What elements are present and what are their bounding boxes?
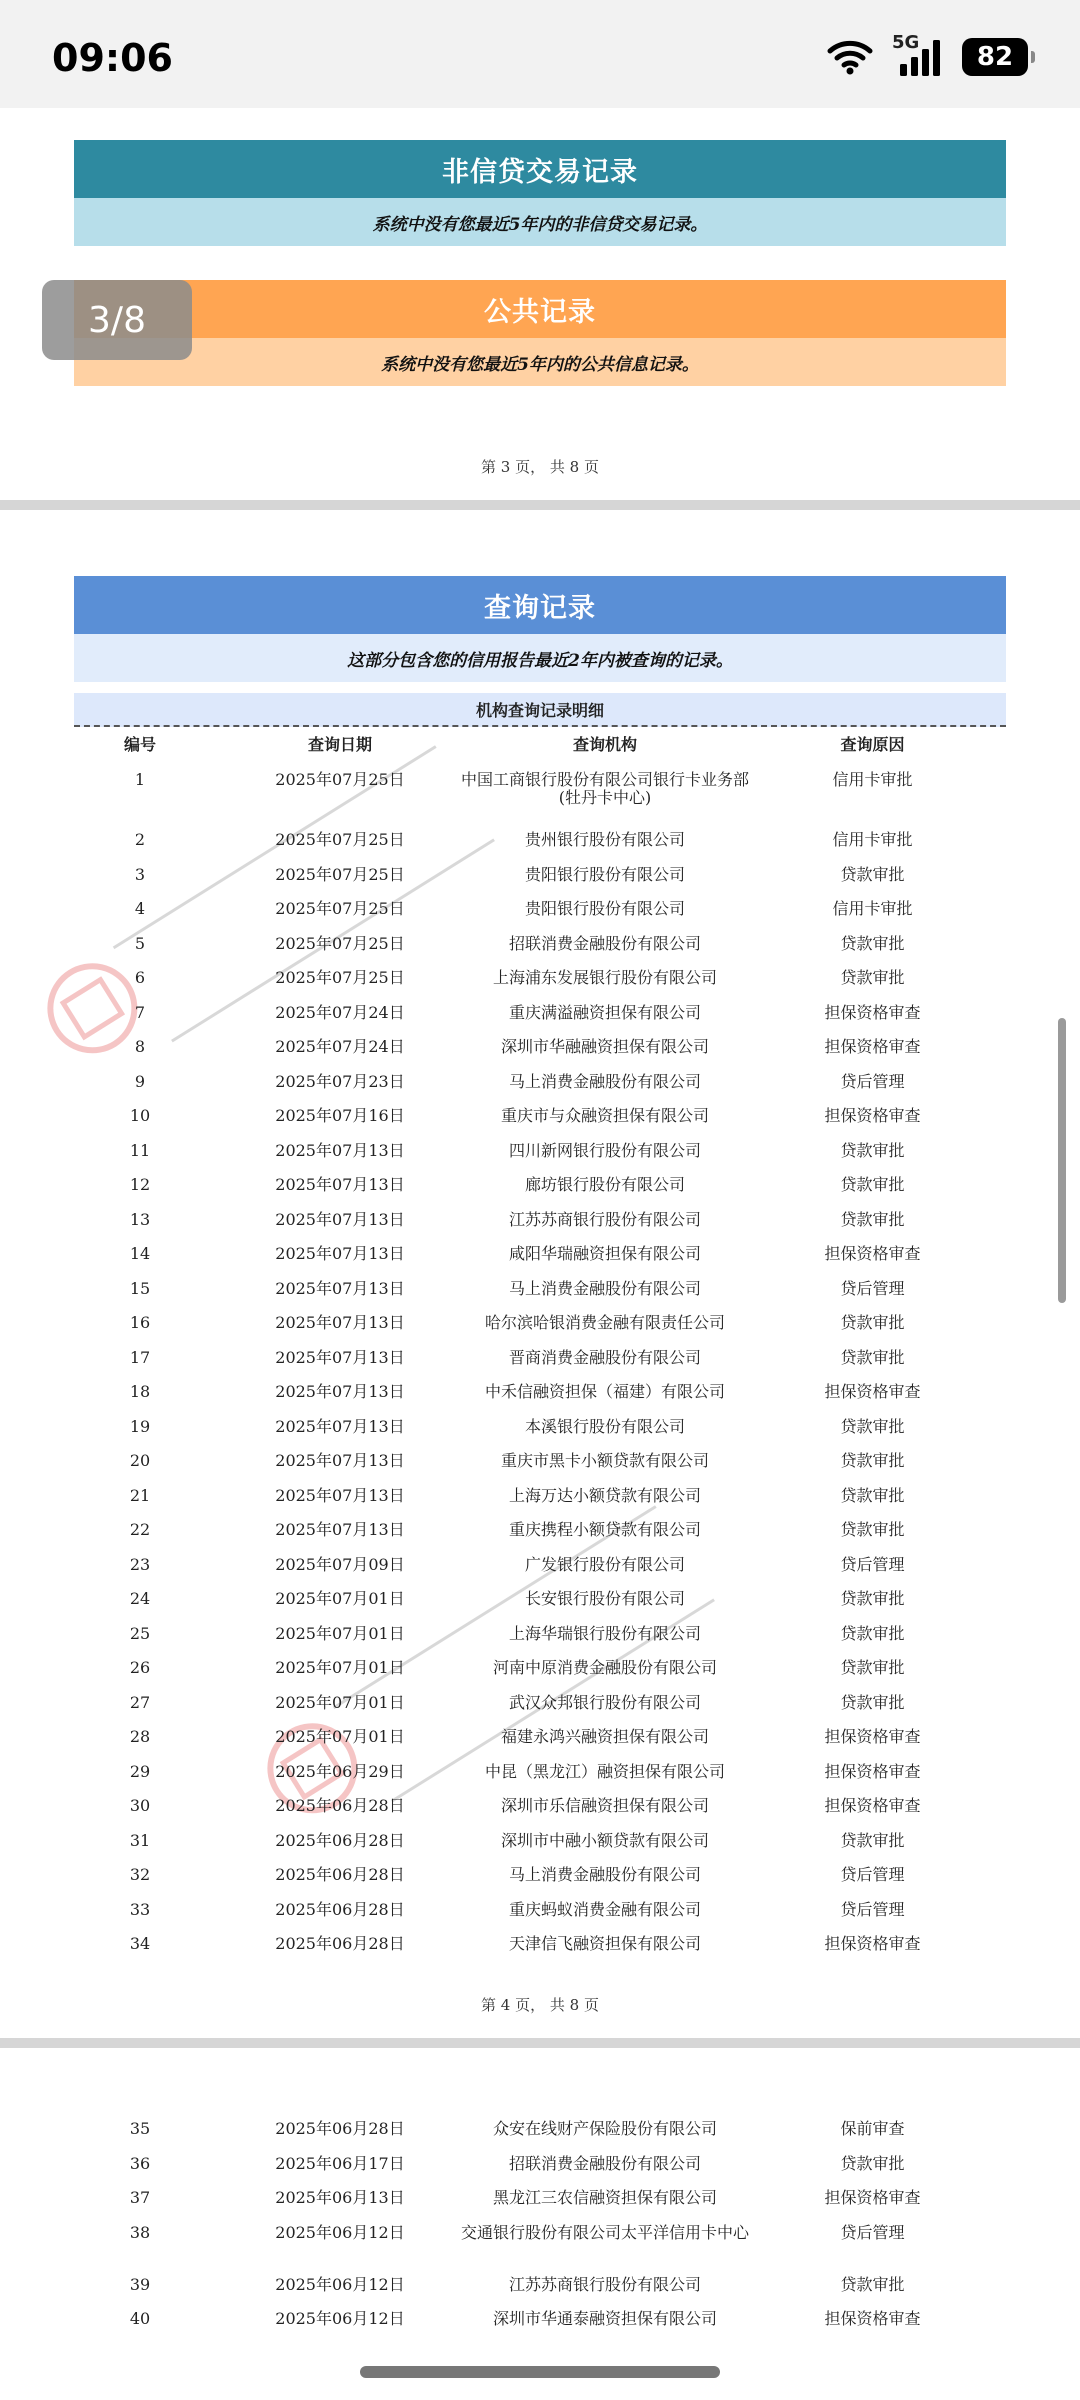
row-institution: 福建永鸿兴融资担保有限公司 [500, 1727, 709, 1746]
row-institution: 马上消费金融股份有限公司 [508, 1071, 701, 1091]
row-institution: 中昆（黑龙江）融资担保有限公司 [484, 1761, 725, 1781]
row-number: 35 [129, 2119, 151, 2138]
row-number: 36 [129, 2153, 151, 2173]
inquiry-table-title-text: 机构查询记录明细 [475, 700, 604, 720]
row-reason: 贷后管理 [840, 1071, 905, 1091]
row-number: 32 [129, 1865, 151, 1884]
row-institution: 中国工商银行股份有限公司银行卡业务部(牡丹卡中心) [460, 770, 749, 807]
row-institution: 长安银行股份有限公司 [524, 1589, 685, 1608]
row-reason: 贷后管理 [840, 1278, 905, 1298]
row-reason: 贷款审批 [840, 1830, 905, 1850]
row-reason: 担保资格审查 [824, 1037, 921, 1056]
row-number: 12 [129, 1175, 151, 1194]
row-date: 2025年07月25日 [275, 830, 405, 849]
row-date: 2025年07月13日 [275, 1347, 405, 1367]
header-institution: 查询机构 [572, 735, 637, 754]
row-reason: 贷款审批 [840, 1209, 905, 1229]
status-icons [826, 32, 1028, 76]
row-institution: 四川新网银行股份有限公司 [508, 1140, 701, 1160]
row-date: 2025年07月23日 [275, 1071, 405, 1091]
row-date: 2025年07月09日 [275, 1554, 405, 1574]
row-date: 2025年06月12日 [275, 2309, 405, 2328]
row-number: 34 [129, 1934, 151, 1953]
row-reason: 担保资格审查 [824, 1244, 921, 1263]
non-credit-title: 非信贷交易记录 [442, 156, 638, 188]
row-date: 2025年07月13日 [275, 1140, 405, 1160]
row-date: 2025年07月13日 [275, 1485, 405, 1505]
row-date: 2025年06月28日 [275, 1899, 405, 1919]
row-date: 2025年07月13日 [275, 1209, 405, 1229]
row-reason: 担保资格审查 [824, 1106, 921, 1125]
row-reason: 贷后管理 [840, 1865, 905, 1884]
row-number: 26 [129, 1658, 151, 1677]
row-institution: 晋商消费金融股份有限公司 [508, 1347, 701, 1367]
row-number: 37 [129, 2188, 151, 2207]
row-reason: 贷款审批 [840, 2274, 905, 2294]
row-institution: 重庆蚂蚁消费金融有限公司 [508, 1899, 701, 1919]
row-institution: 重庆市与众融资担保有限公司 [500, 1106, 709, 1125]
row-reason: 担保资格审查 [824, 1727, 921, 1746]
row-institution: 江苏苏商银行股份有限公司 [508, 2274, 701, 2294]
row-institution: 上海华瑞银行股份有限公司 [508, 1623, 701, 1643]
row-institution: 江苏苏商银行股份有限公司 [508, 1209, 701, 1229]
row-date: 2025年07月25日 [275, 770, 405, 789]
row-number: 3 [134, 864, 146, 884]
row-number: 30 [129, 1796, 151, 1815]
row-reason: 贷款审批 [840, 1416, 905, 1436]
header-number: 编号 [123, 735, 156, 754]
row-institution: 交通银行股份有限公司太平洋信用卡中心 [460, 2222, 749, 2242]
row-date: 2025年07月24日 [275, 1037, 405, 1056]
row-date: 2025年07月13日 [275, 1313, 405, 1332]
row-institution: 上海万达小额贷款有限公司 [508, 1485, 701, 1505]
row-date: 2025年07月13日 [275, 1520, 405, 1539]
row-reason: 贷后管理 [840, 1554, 905, 1574]
row-number: 5 [134, 933, 146, 953]
row-institution: 廊坊银行股份有限公司 [524, 1175, 685, 1194]
row-institution: 深圳市华融融资担保有限公司 [500, 1037, 709, 1056]
row-date: 2025年06月17日 [275, 2153, 405, 2173]
row-date: 2025年07月25日 [275, 933, 405, 953]
row-number: 40 [129, 2309, 151, 2328]
row-date: 2025年07月01日 [275, 1623, 405, 1643]
battery-icon: 82 [962, 38, 1028, 76]
row-institution: 众安在线财产保险股份有限公司 [492, 2119, 717, 2138]
row-date: 2025年07月01日 [275, 1727, 405, 1746]
row-reason: 担保资格审查 [824, 1002, 921, 1022]
row-reason: 贷款审批 [840, 968, 905, 987]
row-number: 27 [129, 1692, 151, 1712]
row-date: 2025年07月13日 [275, 1244, 405, 1263]
row-number: 24 [129, 1589, 151, 1608]
row-reason: 贷款审批 [840, 1313, 905, 1332]
row-institution: 重庆满溢融资担保有限公司 [508, 1002, 701, 1022]
row-institution: 天津信飞融资担保有限公司 [508, 1934, 701, 1953]
row-reason: 贷款审批 [840, 1451, 905, 1470]
row-reason: 贷款审批 [840, 933, 905, 953]
row-number: 28 [129, 1727, 151, 1746]
row-date: 2025年06月28日 [275, 1934, 405, 1953]
row-institution: 贵州银行股份有限公司 [524, 830, 685, 849]
row-number: 18 [129, 1382, 151, 1401]
row-date: 2025年07月01日 [275, 1589, 405, 1608]
row-date: 2025年07月24日 [275, 1002, 405, 1022]
row-date: 2025年07月01日 [275, 1692, 405, 1712]
inquiry-title: 查询记录 [484, 592, 596, 624]
row-date: 2025年07月25日 [275, 864, 405, 884]
row-date: 2025年07月01日 [275, 1658, 405, 1677]
row-number: 31 [129, 1830, 151, 1850]
row-institution: 广发银行股份有限公司 [524, 1554, 685, 1574]
page-divider [0, 500, 1080, 510]
public-records-title: 公共记录 [484, 296, 596, 328]
inquiry-table-title [74, 693, 1006, 727]
row-reason: 贷款审批 [840, 1520, 905, 1539]
row-number: 10 [129, 1106, 151, 1125]
row-institution: 贵阳银行股份有限公司 [524, 864, 685, 884]
row-date: 2025年07月13日 [275, 1278, 405, 1298]
row-reason: 贷款审批 [840, 1485, 905, 1505]
row-number: 15 [129, 1278, 151, 1298]
row-reason: 担保资格审查 [824, 1761, 921, 1781]
row-number: 11 [129, 1140, 151, 1160]
row-reason: 担保资格审查 [824, 1934, 921, 1953]
row-number: 23 [129, 1554, 151, 1574]
status-time: 09:06 [52, 36, 173, 80]
row-institution: 马上消费金融股份有限公司 [508, 1278, 701, 1298]
row-date: 2025年07月13日 [275, 1175, 405, 1194]
row-number: 19 [129, 1416, 151, 1436]
row-number: 7 [134, 1002, 146, 1022]
row-reason: 信用卡审批 [832, 770, 913, 789]
row-reason: 贷款审批 [840, 1347, 905, 1367]
row-number: 29 [129, 1761, 151, 1781]
row-date: 2025年06月13日 [275, 2188, 405, 2207]
row-institution: 重庆携程小额贷款有限公司 [508, 1520, 701, 1539]
page-4-footer: 第 4 页， 共 8 页 [481, 1996, 599, 2014]
row-number: 4 [134, 899, 146, 918]
row-reason: 担保资格审查 [824, 1382, 921, 1401]
row-number: 2 [134, 830, 146, 849]
public-records-note [74, 338, 1006, 386]
row-number: 38 [129, 2222, 151, 2242]
row-institution: 上海浦东发展银行股份有限公司 [492, 968, 717, 987]
row-institution: 黑龙江三农信融资担保有限公司 [492, 2188, 717, 2207]
row-number: 21 [129, 1485, 151, 1505]
row-number: 20 [129, 1451, 151, 1470]
row-number: 8 [134, 1037, 146, 1056]
row-reason: 贷款审批 [840, 1589, 905, 1608]
row-institution: 武汉众邦银行股份有限公司 [508, 1692, 701, 1712]
row-number: 9 [134, 1071, 146, 1091]
row-date: 2025年06月28日 [275, 1830, 405, 1850]
status-bar [0, 0, 1080, 108]
page-3-footer: 第 3 页， 共 8 页 [481, 458, 599, 476]
row-institution: 河南中原消费金融股份有限公司 [492, 1658, 717, 1677]
row-date: 2025年07月25日 [275, 968, 405, 987]
row-date: 2025年06月29日 [275, 1761, 405, 1781]
row-institution: 招联消费金融股份有限公司 [508, 933, 701, 953]
network-type-label: 5G [892, 32, 920, 53]
row-number: 25 [129, 1623, 151, 1643]
row-number: 16 [129, 1313, 151, 1332]
row-date: 2025年07月13日 [275, 1382, 405, 1401]
row-reason: 信用卡审批 [832, 899, 913, 918]
row-number: 14 [129, 1244, 151, 1263]
row-institution: 中禾信融资担保（福建）有限公司 [484, 1382, 725, 1401]
page-divider [0, 2038, 1080, 2048]
public-records-note-text: 系统中没有您最近5年内的公共信息记录。 [381, 354, 699, 375]
row-number: 6 [134, 968, 146, 987]
row-institution: 贵阳银行股份有限公司 [524, 899, 685, 918]
row-institution: 哈尔滨哈银消费金融有限责任公司 [484, 1313, 725, 1332]
row-date: 2025年06月12日 [275, 2222, 405, 2242]
scrollbar-thumb[interactable] [1058, 1018, 1066, 1303]
row-reason: 贷款审批 [840, 1140, 905, 1160]
cellular-signal-icon [892, 32, 944, 76]
row-reason: 担保资格审查 [824, 2309, 921, 2328]
row-number: 22 [129, 1520, 151, 1539]
header-date: 查询日期 [307, 735, 372, 754]
public-records-section-header [74, 280, 1006, 338]
row-number: 39 [129, 2274, 151, 2294]
non-credit-note [74, 198, 1006, 246]
row-reason: 担保资格审查 [824, 2188, 921, 2207]
row-institution: 马上消费金融股份有限公司 [508, 1865, 701, 1884]
header-reason: 查询原因 [840, 735, 905, 754]
wifi-icon [826, 39, 874, 75]
row-reason: 贷后管理 [840, 2222, 905, 2242]
row-reason: 贷款审批 [840, 1623, 905, 1643]
row-reason: 信用卡审批 [832, 830, 913, 849]
row-reason: 贷款审批 [840, 864, 905, 884]
row-date: 2025年06月28日 [275, 1796, 405, 1815]
non-credit-note-text: 系统中没有您最近5年内的非信贷交易记录。 [372, 214, 708, 235]
row-date: 2025年06月28日 [275, 2119, 405, 2138]
row-reason: 贷款审批 [840, 1658, 905, 1677]
row-date: 2025年07月25日 [275, 899, 405, 918]
row-reason: 贷款审批 [840, 1175, 905, 1194]
home-indicator[interactable] [360, 2366, 720, 2378]
row-number: 17 [129, 1347, 151, 1367]
row-institution: 招联消费金融股份有限公司 [508, 2153, 701, 2173]
row-institution: 深圳市华通泰融资担保有限公司 [492, 2309, 717, 2328]
row-number: 33 [129, 1899, 151, 1919]
row-reason: 担保资格审查 [824, 1796, 921, 1815]
inquiry-note [74, 634, 1006, 682]
row-number: 1 [134, 770, 146, 789]
row-reason: 贷后管理 [840, 1899, 905, 1919]
inquiry-note-text: 这部分包含您的信用报告最近2年内被查询的记录。 [347, 650, 733, 671]
row-date: 2025年06月12日 [275, 2274, 405, 2294]
row-date: 2025年07月13日 [275, 1416, 405, 1436]
non-credit-section-header [74, 140, 1006, 198]
row-number: 13 [129, 1209, 151, 1229]
page-indicator: 3/8 [42, 280, 192, 360]
row-date: 2025年06月28日 [275, 1865, 405, 1884]
row-reason: 贷款审批 [840, 1692, 905, 1712]
row-date: 2025年07月13日 [275, 1451, 405, 1470]
row-date: 2025年07月16日 [275, 1106, 405, 1125]
inquiry-section-header [74, 576, 1006, 634]
row-institution: 咸阳华瑞融资担保有限公司 [508, 1244, 701, 1263]
row-institution: 本溪银行股份有限公司 [524, 1416, 685, 1436]
row-institution: 深圳市中融小额贷款有限公司 [500, 1830, 709, 1850]
row-institution: 重庆市黑卡小额贷款有限公司 [500, 1451, 709, 1470]
row-institution: 深圳市乐信融资担保有限公司 [500, 1796, 709, 1815]
row-reason: 贷款审批 [840, 2153, 905, 2173]
row-reason: 保前审查 [840, 2119, 905, 2138]
